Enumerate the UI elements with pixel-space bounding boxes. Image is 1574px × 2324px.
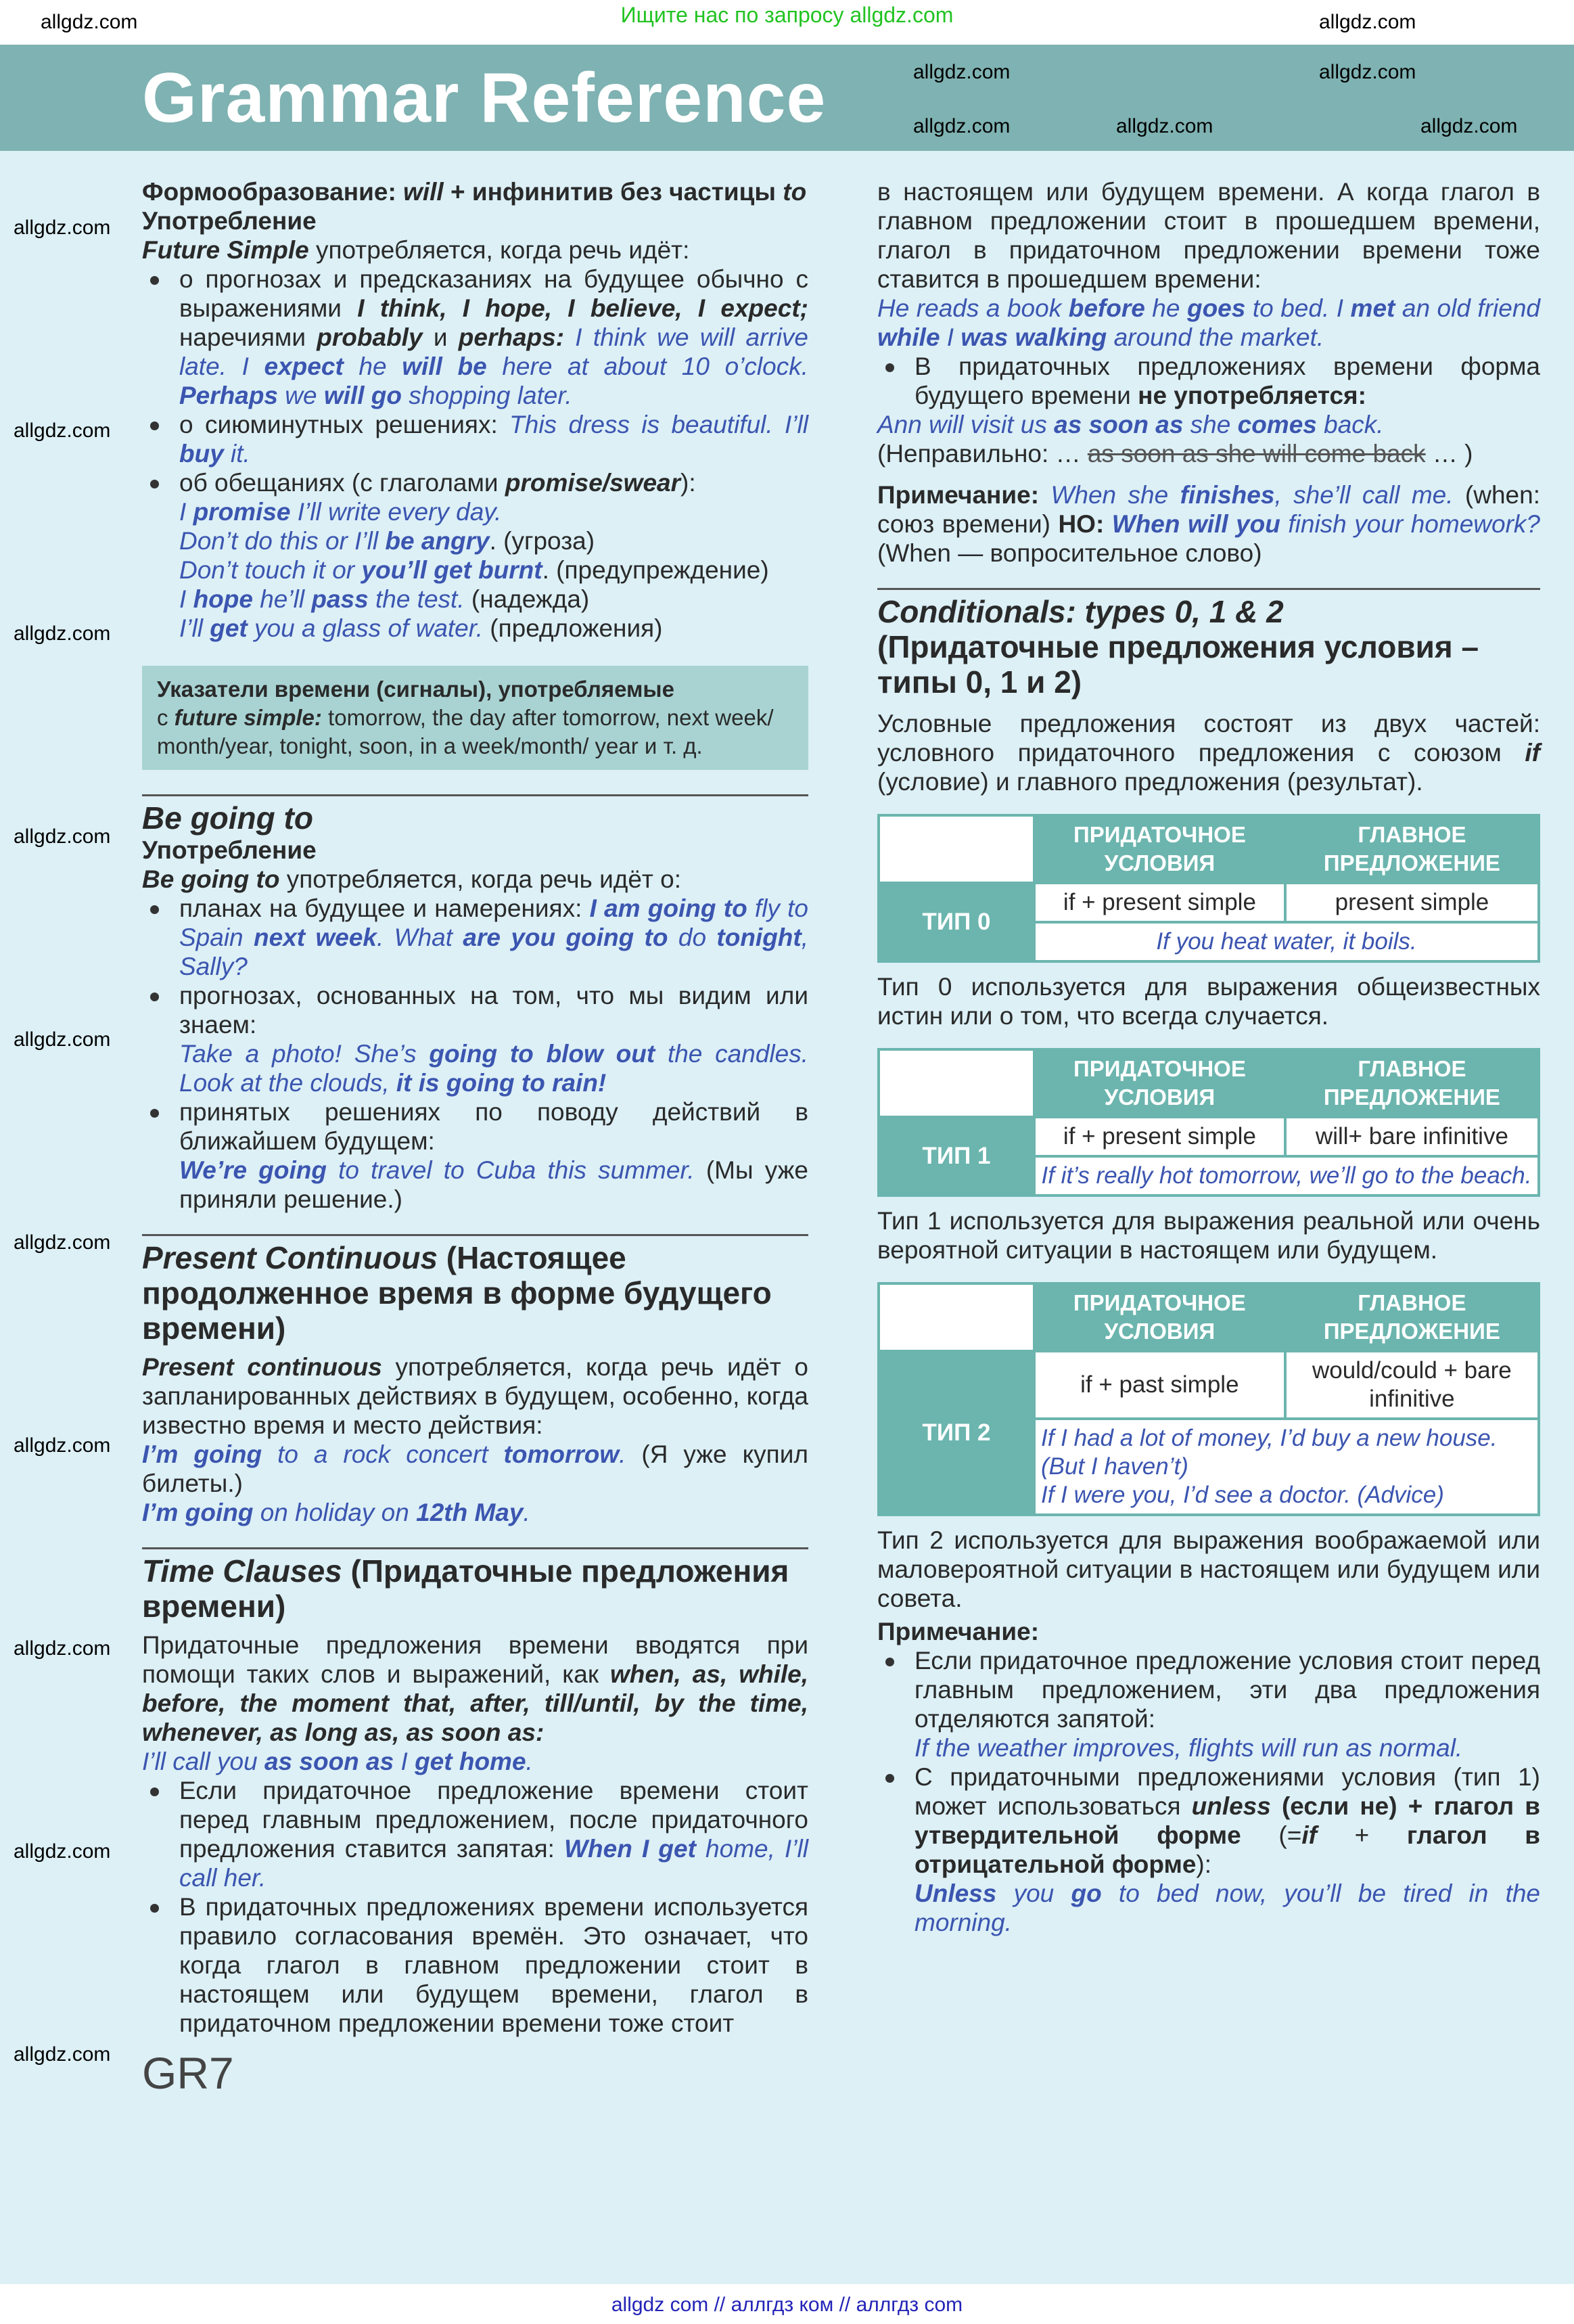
top-banner: Ищите нас по запросу allgdz.com <box>620 3 954 27</box>
usage-heading: Употребление <box>142 836 317 864</box>
conditional-table <box>877 1282 1540 1516</box>
text-segment: В придаточных предложениях времени форма будущего времени <box>915 352 1540 409</box>
text-segment: This dress is beautiful. I’ll <box>509 411 808 438</box>
text-segment: tonight <box>716 924 802 951</box>
text-segment: Perhaps <box>179 382 279 409</box>
watermark: allgdz.com <box>41 11 138 33</box>
text-segment: I <box>940 323 961 351</box>
watermark: allgdz.com <box>913 115 1011 137</box>
text-segment: и <box>422 323 459 351</box>
text-segment: unless <box>1191 1792 1271 1820</box>
text-segment: Don’t do this or I’ll <box>179 527 386 555</box>
text-segment: will <box>403 178 444 206</box>
text-segment: to bed now, you’ll be tired in the morning. <box>915 1879 1540 1936</box>
type-label: ТИП 1 <box>879 1117 1034 1195</box>
text-segment: I <box>179 585 193 613</box>
text-segment: home, I’ll call her. <box>179 1835 808 1892</box>
text-segment: (если не) + глагол в утвердительной форме <box>915 1792 1540 1849</box>
watermark: allgdz.com <box>14 217 111 239</box>
example-line <box>179 497 808 526</box>
example-line <box>179 585 808 614</box>
left-column <box>142 177 808 2097</box>
main-clause-cell: will+ bare infinitive <box>1285 1117 1539 1156</box>
text-segment: (надежда) <box>471 585 590 613</box>
text-segment: . What <box>377 924 463 951</box>
text-segment: promise <box>193 498 291 526</box>
watermark: allgdz.com <box>14 1231 111 1254</box>
incorrect-example <box>877 439 1540 468</box>
heading-text: Time Clauses <box>142 1553 342 1589</box>
text-segment: I’m going <box>142 1440 262 1468</box>
example-cell <box>1034 1419 1539 1515</box>
header-if-clause: ПРИДАТОЧНОЕ УСЛОВИЯ <box>1034 1283 1285 1351</box>
list-item <box>142 894 808 981</box>
example-cell <box>1034 1156 1539 1195</box>
usage-heading: Употребление <box>142 207 317 235</box>
text-segment: fly to Spain <box>179 894 809 951</box>
text-segment: НО: <box>1058 510 1112 538</box>
header-main-clause: ГЛАВНОЕ ПРЕДЛОЖЕНИЕ <box>1285 1049 1539 1117</box>
text-segment: Придаточные предложения времени вводятся при помощи таких слов и выражений, как <box>142 1631 808 1688</box>
watermark: allgdz.com <box>1116 115 1213 137</box>
text-segment: we <box>278 382 324 409</box>
text-segment: get home <box>415 1748 526 1775</box>
text-segment: be angry <box>385 527 490 555</box>
text-segment: finishes <box>1180 481 1275 509</box>
text-segment: to <box>783 178 807 206</box>
if-clause-cell: if + present simple <box>1034 883 1285 922</box>
text-segment: . <box>526 1748 533 1775</box>
empty-cell <box>879 815 1034 883</box>
example-line <box>179 555 808 585</box>
text-segment: употребляется, когда речь идёт: <box>308 236 690 264</box>
text-segment: I <box>394 1748 415 1775</box>
watermark: allgdz.com <box>1319 61 1416 83</box>
section-heading-be-going-to <box>142 794 808 836</box>
section-heading-time-clauses <box>142 1547 808 1624</box>
text-segment: When will you <box>1111 510 1289 538</box>
text-segment: , Sally? <box>179 924 809 980</box>
text-segment: глагол в отрицательной форме <box>915 1821 1540 1878</box>
text-segment: . (предупреждение) <box>542 556 769 584</box>
example-line <box>877 294 1540 352</box>
text-segment: as soon as <box>1054 411 1184 438</box>
text-segment: об обещаниях (с глаголами <box>179 469 505 497</box>
text-segment: to a rock concert <box>262 1440 504 1468</box>
text-segment: before <box>1068 294 1145 322</box>
list-item <box>877 1762 1540 1879</box>
empty-cell <box>879 1283 1034 1351</box>
heading-text: Present Continuous <box>142 1240 438 1275</box>
text-segment: If I had a lot of money, I’d buy a new house. <box>1041 1425 1498 1451</box>
header-main-clause: ГЛАВНОЕ ПРЕДЛОЖЕНИЕ <box>1285 1283 1539 1351</box>
text-segment: finish your homework? <box>1288 510 1540 538</box>
text-segment: В придаточных предложениях времени используется правило согласования времён. Это означает, что когда глагол в главном предложении стоит в настоящем или будущем времени, глагол в придаточном предложении времени тоже стоит <box>179 1893 808 2037</box>
text-segment: I’ll call you <box>142 1748 264 1775</box>
watermark: allgdz.com <box>14 419 111 442</box>
list-item <box>877 352 1540 410</box>
text-segment: I’m going <box>142 1499 254 1526</box>
future-simple-intro <box>142 235 808 265</box>
text-segment: shopping later. <box>401 382 572 409</box>
watermark: allgdz.com <box>913 61 1011 83</box>
text-segment: expect <box>264 352 344 380</box>
example-cell <box>1034 922 1539 961</box>
text-segment: an old friend <box>1395 294 1540 322</box>
example-line <box>142 1498 808 1527</box>
text-segment: … ) <box>1425 440 1473 468</box>
right-column <box>877 177 1540 1937</box>
text-segment: perhaps: <box>458 323 565 351</box>
paragraph <box>142 1352 808 1440</box>
text-segment: Если придаточное предложение условия стоит перед главным предложением, эти два предложения отделяются запятой: <box>915 1647 1540 1733</box>
text-segment: 12th May <box>416 1499 524 1526</box>
text-segment: the test. <box>368 585 471 613</box>
text-segment: pass <box>311 585 369 613</box>
list-item <box>142 981 808 1039</box>
text-segment: tomorrow, the day after tomorrow, next week/ month/year, tonight, soon, in a week/month/ year и т. д. <box>157 705 774 758</box>
example-line <box>142 1440 808 1498</box>
page <box>0 45 1574 2284</box>
text-segment: Future Simple <box>142 236 309 264</box>
text-segment: . (угроза) <box>489 527 595 555</box>
list-item <box>142 468 808 497</box>
text-segment: . <box>523 1499 530 1526</box>
time-signals-box <box>142 666 808 770</box>
text-segment: I think we will arrive late. I <box>179 323 809 380</box>
text-segment: If I were you, I’d see a doctor. <box>1041 1482 1358 1508</box>
text-segment: as soon as she will come back <box>1087 440 1426 468</box>
text-segment: наречиями <box>179 323 317 351</box>
watermark: allgdz.com <box>14 1028 111 1051</box>
heading-text: Be going to <box>142 800 313 836</box>
text-segment: the candles. Look at the clouds, <box>179 1040 808 1097</box>
text-segment: употребляется, когда речь идёт о: <box>279 865 682 893</box>
text-segment: goes <box>1186 294 1246 322</box>
if-clause-cell: if + present simple <box>1034 1117 1285 1156</box>
text-segment: I am going to <box>589 894 747 922</box>
empty-cell <box>879 1049 1034 1117</box>
example-line <box>179 614 808 643</box>
text-segment: future simple: <box>174 705 322 730</box>
text-segment: Ann will visit us <box>877 411 1055 438</box>
text-segment: в настоящем или будущем времени. А когда глагол в главном предложении стоит в прошедшем времени, глагол в придаточном предложении времени тоже ставится в прошедшем времени: <box>877 178 1540 293</box>
page-number: GR7 <box>142 2048 234 2098</box>
text-segment: о сиюминутных решениях: <box>179 411 510 438</box>
type-label: ТИП 2 <box>879 1351 1034 1515</box>
text-segment: I <box>179 498 193 526</box>
text-segment: Don’t touch it or <box>179 556 362 584</box>
text-segment: probably <box>317 323 423 351</box>
watermark: allgdz.com <box>14 2043 111 2066</box>
text-segment: back. <box>1316 411 1384 438</box>
text-segment: (But I haven’t) <box>1041 1453 1188 1480</box>
text-segment: are you going to <box>463 924 668 951</box>
text-segment: I’ll <box>179 614 210 642</box>
text-segment: ): <box>1196 1850 1212 1878</box>
text-segment: If it’s really hot tomorrow, we’ll go to the beach. <box>1041 1162 1532 1189</box>
text-segment: around the market. <box>1107 323 1324 351</box>
text-segment: Take a photo! She’s <box>179 1040 430 1068</box>
main-clause-cell: present simple <box>1285 883 1539 922</box>
text-segment: he <box>1144 294 1187 322</box>
section-heading-conditionals <box>877 588 1540 700</box>
text-segment: Условные предложения состоят из двух частей: условного придаточного предложения с союзом <box>877 710 1540 767</box>
text-segment: do <box>668 924 717 951</box>
text-segment: He reads a book <box>877 294 1069 322</box>
text-segment: We’re going <box>179 1156 327 1184</box>
list-item <box>142 410 808 468</box>
text-segment: you’ll get burnt <box>361 556 542 584</box>
type-label: ТИП 0 <box>879 883 1034 961</box>
text-segment: while <box>877 323 940 351</box>
text-segment: употребляется, когда речь идёт о запланированных действиях в будущем, особенно, когда известно время и место действия: <box>142 1353 808 1439</box>
text-segment: планах на будущее и намерениях: <box>179 894 590 922</box>
text-segment: Present continuous <box>142 1353 382 1381</box>
text-segment: + инфинитив без частицы <box>443 178 783 206</box>
header-main-clause: ГЛАВНОЕ ПРЕДЛОЖЕНИЕ <box>1285 815 1539 883</box>
example-line <box>179 526 808 555</box>
text-segment: Если придаточное предложение времени стоит перед главным предложением, после придаточного предложения ставится запятая: <box>179 1777 808 1863</box>
main-clause-cell: would/could + bare infinitive <box>1285 1351 1539 1419</box>
watermark: allgdz.com <box>1420 115 1518 137</box>
list-item <box>142 1892 808 2038</box>
text-segment: (when: союз времени) <box>877 481 1540 538</box>
example-line <box>142 1039 808 1097</box>
text-segment: promise/swear <box>505 469 681 497</box>
paragraph <box>877 709 1540 796</box>
text-segment: she <box>1183 411 1238 438</box>
text-segment: here at about 10 o’clock. <box>486 352 808 380</box>
text-segment: ): <box>680 469 696 497</box>
text-segment: с <box>157 705 168 730</box>
text-segment: If the weather improves, flights will run as normal. <box>915 1734 1463 1762</box>
text-segment: Be going to <box>142 865 280 893</box>
text-segment: не употребляется: <box>1138 382 1366 409</box>
text-segment: hope <box>193 585 253 613</box>
table-description: Тип 0 используется для выражения общеизвестных истин или о том, что всегда случается. <box>877 973 1540 1030</box>
paragraph <box>142 1631 808 1747</box>
watermark: allgdz.com <box>14 1840 111 1863</box>
heading-subtext: (Придаточные предложения условия – типы 0, 1 и 2) <box>877 629 1479 700</box>
list-item <box>877 1646 1540 1733</box>
table-description: Тип 1 используется для выражения реальной или очень вероятной ситуации в настоящем или будущем. <box>877 1207 1540 1264</box>
text-segment: on holiday on <box>253 1499 417 1526</box>
text-segment: If you heat water, it boils. <box>1156 928 1417 955</box>
text-segment: (условие) и главного предложения (результат). <box>877 768 1423 796</box>
text-segment: Указатели времени (сигналы), употребляемые <box>157 677 674 702</box>
watermark: allgdz.com <box>14 825 111 848</box>
text-segment: When she <box>1050 481 1180 509</box>
if-clause-cell: if + past simple <box>1034 1351 1285 1419</box>
text-segment: he <box>343 352 402 380</box>
heading-subtext: (Настоящее продолженное время в форме будущего времени) <box>142 1240 772 1346</box>
text-segment: Формообразование: <box>142 178 404 206</box>
watermark: allgdz.com <box>1319 11 1416 33</box>
text-segment: go <box>1071 1879 1102 1907</box>
section-heading-present-continuous <box>142 1234 808 1346</box>
note <box>877 480 1540 568</box>
heading-subtext: (Придаточные предложения времени) <box>142 1553 789 1624</box>
text-segment: , she’ll call me. <box>1274 481 1465 509</box>
example-line <box>877 1733 1540 1762</box>
text-segment: met <box>1350 294 1395 322</box>
bottom-banner: allgdz com // аллгдз ком // аллгдз com <box>611 2294 963 2316</box>
be-going-to-intro <box>142 865 808 894</box>
note-heading: Примечание: <box>877 1618 1040 1645</box>
promise-examples <box>142 497 808 643</box>
text-segment: When I get <box>564 1835 696 1863</box>
text-segment: he’ll <box>252 585 312 613</box>
text-segment: if <box>1301 1821 1317 1849</box>
text-segment: it. <box>223 440 250 468</box>
text-segment: Unless <box>915 1879 997 1907</box>
text-segment: going to blow out <box>429 1040 655 1068</box>
text-segment: (Мы уже приняли решение.) <box>179 1156 808 1213</box>
list-item <box>142 1776 808 1892</box>
header-if-clause: ПРИДАТОЧНОЕ УСЛОВИЯ <box>1034 1049 1285 1117</box>
text-segment: if <box>1525 739 1540 767</box>
example-line <box>142 1747 808 1776</box>
watermark: allgdz.com <box>14 1434 111 1457</box>
text-segment: (Я уже купил билеты.) <box>142 1440 808 1497</box>
text-segment: it is going to rain! <box>396 1069 607 1097</box>
table-description: Тип 2 используется для выражения воображаемой или маловероятной ситуации в настоящем или будущем или совета. <box>877 1526 1540 1612</box>
list-item <box>142 1097 808 1156</box>
text-segment: Примечание: <box>877 481 1051 509</box>
text-segment: buy <box>179 440 224 468</box>
text-segment: о прогнозах и предсказаниях на будущее обычно с выражениями <box>179 265 808 322</box>
paragraph <box>877 177 1540 294</box>
example-line <box>877 1879 1540 1937</box>
text-segment: will go <box>323 382 402 409</box>
text-segment: I’ll write every day. <box>290 498 502 526</box>
header-if-clause: ПРИДАТОЧНОЕ УСЛОВИЯ <box>1034 815 1285 883</box>
text-segment: (Advice) <box>1357 1482 1444 1508</box>
watermark: allgdz.com <box>14 622 111 645</box>
text-segment: (= <box>1278 1821 1302 1849</box>
heading-text: Conditionals: types 0, 1 & 2 <box>877 594 1284 629</box>
example-line <box>142 1156 808 1214</box>
text-segment: tomorrow <box>503 1440 620 1468</box>
text-segment: as soon as <box>264 1748 394 1775</box>
text-segment: you <box>996 1879 1071 1907</box>
list-item <box>142 265 808 410</box>
conditional-table <box>877 1048 1540 1197</box>
text-segment: will be <box>402 352 487 380</box>
text-segment: (Неправильно: … <box>877 440 1088 468</box>
text-segment: to bed. I <box>1245 294 1351 322</box>
text-segment: get <box>210 614 248 642</box>
text-segment: I think, I hope, I believe, I expect; <box>357 294 808 322</box>
text-segment: when, as, while, before, the moment that, after, till/until, by the time, whenever, as long as, as soon as: <box>142 1660 808 1746</box>
text-segment: + <box>1316 1821 1407 1849</box>
formation-line <box>142 177 808 206</box>
page-title: Grammar Reference <box>142 59 827 137</box>
text-segment: принятых решениях по поводу действий в ближайшем будущем: <box>179 1098 808 1155</box>
text-segment: next week <box>254 924 377 951</box>
conditional-table <box>877 814 1540 963</box>
text-segment: was walking <box>960 323 1107 351</box>
text-segment: прогнозах, основанных на том, что мы видим или знаем: <box>179 982 808 1039</box>
text-segment: С придаточными предложениями условия (тип 1) может использоваться <box>915 1763 1540 1820</box>
text-segment: . <box>619 1440 642 1468</box>
watermark: allgdz.com <box>14 1637 111 1660</box>
text-segment: (When — вопросительное слово) <box>877 539 1262 567</box>
text-segment: to travel to Cuba this summer. <box>326 1156 706 1184</box>
text-segment: comes <box>1237 411 1317 438</box>
text-segment: (предложения) <box>490 614 663 642</box>
example-line <box>877 410 1540 439</box>
text-segment: you a glass of water. <box>247 614 490 642</box>
conditional-tables <box>877 814 1540 1613</box>
